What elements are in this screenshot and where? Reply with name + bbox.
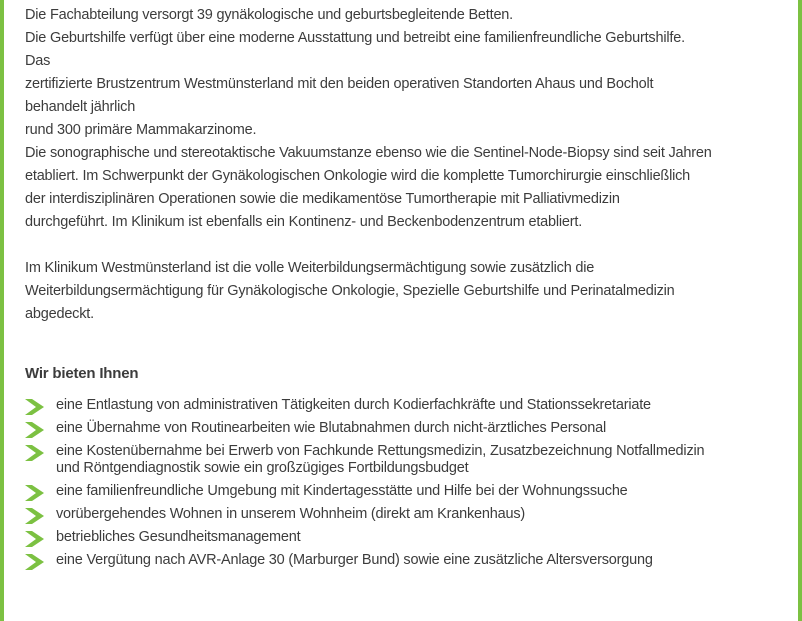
intro-line: etabliert. Im Schwerpunkt der Gynäkologischen Onkologie wird die komplette Tumorchirurgie einschließlich <box>25 168 691 184</box>
benefit-item <box>25 483 785 500</box>
benefit-text: eine Entlastung von administrativen Tätigkeiten durch Kodierfachkräfte und Stationssekretariate <box>56 397 651 413</box>
benefits-list <box>25 397 785 575</box>
chevron-right-icon <box>25 483 46 503</box>
chevron-right-icon <box>25 506 46 526</box>
benefit-item <box>25 506 785 523</box>
benefit-text: und Röntgendiagnostik sowie ein großzügiges Fortbildungsbudget <box>56 460 469 476</box>
training-paragraph <box>25 257 785 326</box>
content-area <box>25 4 785 568</box>
chevron-right-icon <box>25 552 46 572</box>
intro-line: zertifizierte Brustzentrum Westmünsterland mit den beiden operativen Standorten Ahaus und Bocholt <box>25 76 654 92</box>
benefit-text: eine Kostenübernahme bei Erwerb von Fachkunde Rettungsmedizin, Zusatzbezeichnung Notfallmedizin <box>56 443 705 459</box>
offer-heading: Wir bieten Ihnen <box>25 365 139 382</box>
intro-paragraph <box>25 4 785 234</box>
benefit-item <box>25 552 785 569</box>
intro-line: Die Geburtshilfe verfügt über eine moderne Ausstattung und betreibt eine familienfreundliche Geburtshilfe. <box>25 30 685 46</box>
intro-line: Die Fachabteilung versorgt 39 gynäkologische und geburtsbegleitende Betten. <box>25 7 514 23</box>
training-line: Im Klinikum Westmünsterland ist die volle Weiterbildungsermächtigung sowie zusätzlich die <box>25 260 595 276</box>
intro-line: rund 300 primäre Mammakarzinome. <box>25 122 257 138</box>
benefit-item <box>25 420 785 437</box>
chevron-right-icon <box>25 397 46 417</box>
benefit-text: vorübergehendes Wohnen in unserem Wohnheim (direkt am Krankenhaus) <box>56 506 526 522</box>
training-line: Weiterbildungsermächtigung für Gynäkologische Onkologie, Spezielle Geburtshilfe und Perinatalmedizin <box>25 283 675 299</box>
benefit-text: eine Vergütung nach AVR-Anlage 30 (Marburger Bund) sowie eine zusätzliche Altersversorgung <box>56 552 653 568</box>
training-line: abgedeckt. <box>25 306 94 322</box>
intro-line: durchgeführt. Im Klinikum ist ebenfalls ein Kontinenz- und Beckenbodenzentrum etabliert. <box>25 214 583 230</box>
benefit-item <box>25 529 785 546</box>
chevron-right-icon <box>25 529 46 549</box>
intro-line: Das <box>25 53 51 69</box>
intro-line: der interdisziplinären Operationen sowie die medikamentöse Tumortherapie mit Palliativmedizin <box>25 191 620 207</box>
chevron-right-icon <box>25 443 46 463</box>
chevron-right-icon <box>25 420 46 440</box>
benefit-item <box>25 397 785 414</box>
intro-line: behandelt jährlich <box>25 99 136 115</box>
benefit-item <box>25 443 785 477</box>
benefit-text: betriebliches Gesundheitsmanagement <box>56 529 301 545</box>
benefit-text: eine Übernahme von Routinearbeiten wie Blutabnahmen durch nicht-ärztliches Personal <box>56 420 607 436</box>
benefit-text: eine familienfreundliche Umgebung mit Kindertagesstätte und Hilfe bei der Wohnungssuche <box>56 483 628 499</box>
intro-line: Die sonographische und stereotaktische Vakuumstanze ebenso wie die Sentinel-Node-Biopsy sind seit Jahren <box>25 145 712 161</box>
